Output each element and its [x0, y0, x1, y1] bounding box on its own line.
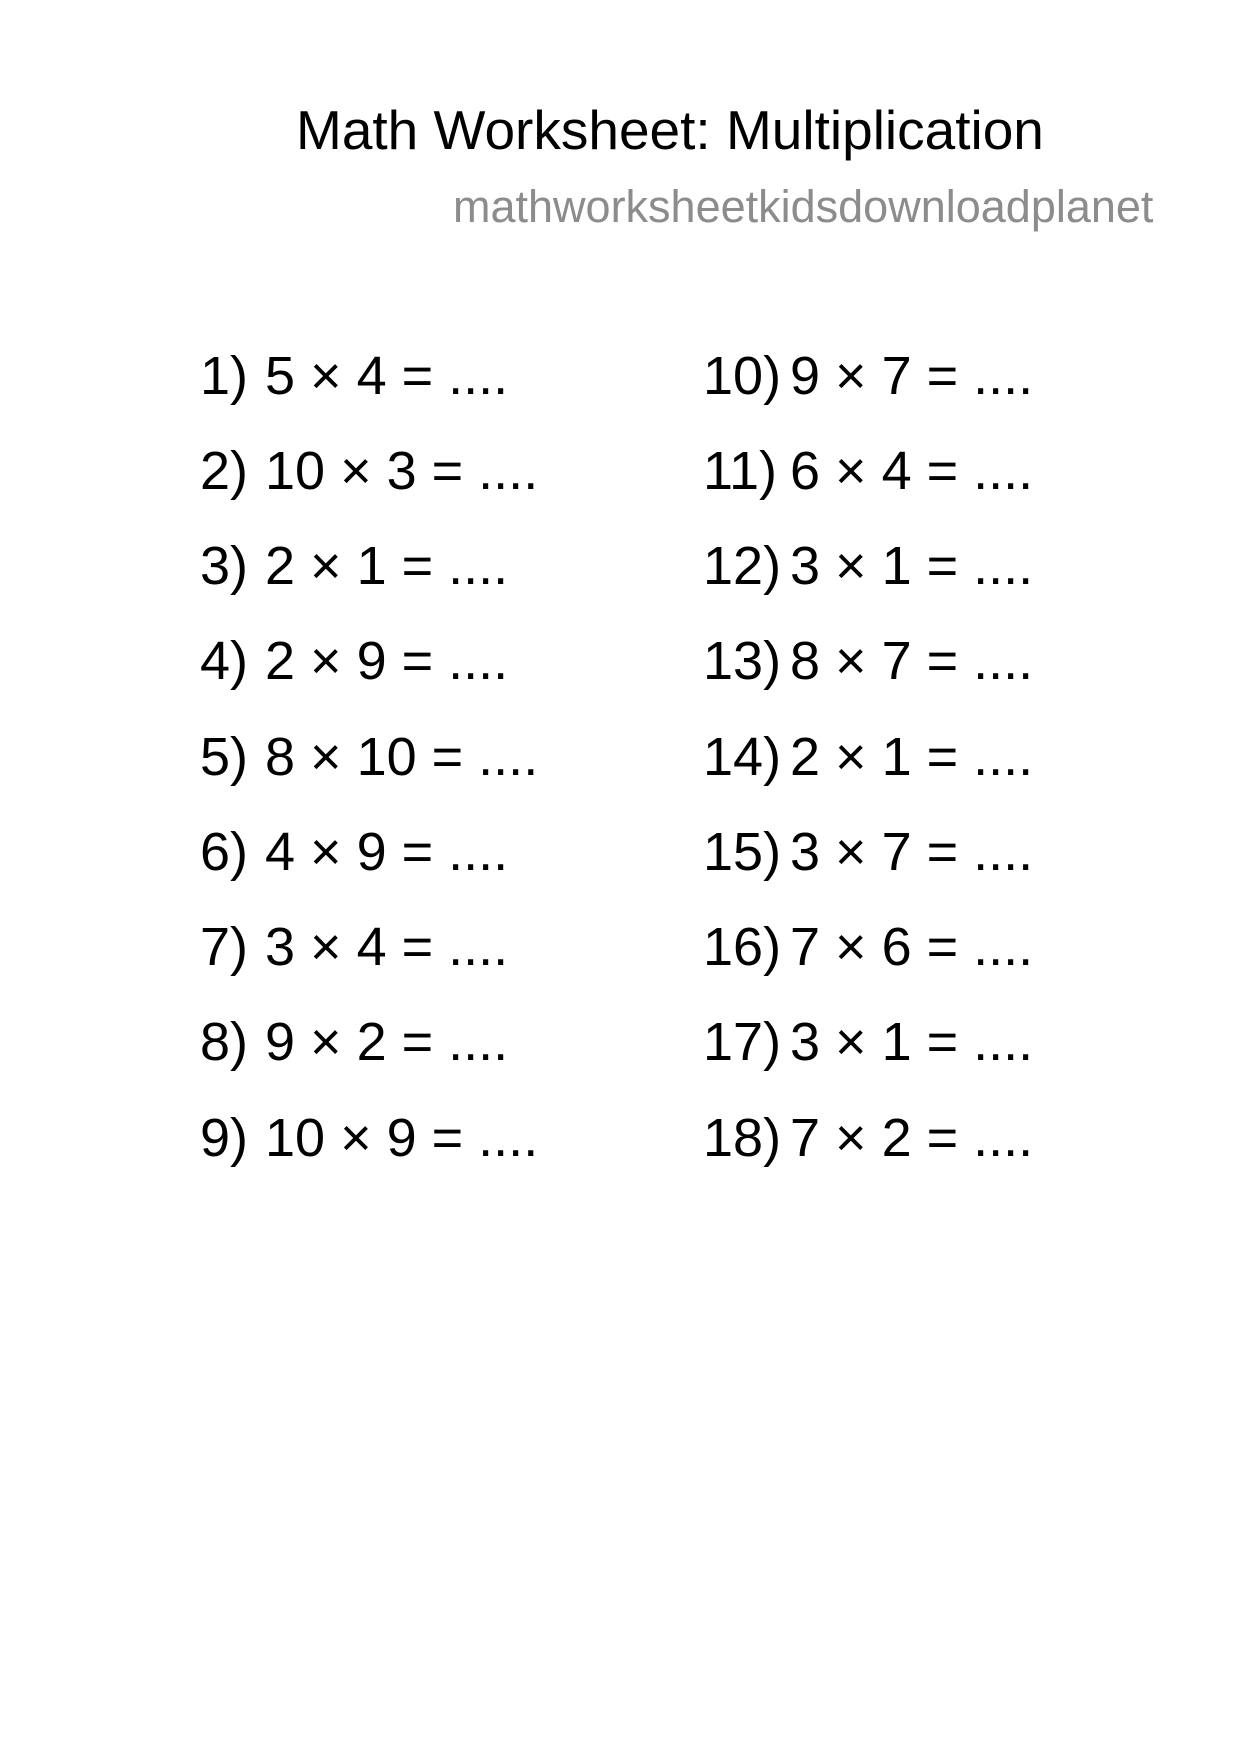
problem-item: [200, 519, 538, 614]
problem-item: [703, 519, 1033, 614]
problem-number: 3): [200, 536, 249, 597]
problem-expression: 6 × 4 = ....: [790, 440, 1034, 501]
problem-expression: 10 × 3 = ....: [265, 440, 539, 501]
problem-item: [703, 424, 1033, 519]
problem-number: 16): [703, 917, 782, 978]
problem-item: [200, 995, 538, 1090]
problem-number: 5): [200, 726, 249, 787]
problem-expression: 9 × 2 = ....: [265, 1012, 509, 1073]
problem-item: [200, 710, 538, 805]
problem-expression: 2 × 1 = ....: [265, 536, 509, 597]
problem-number: 10): [703, 345, 782, 406]
problem-item: [703, 329, 1033, 424]
problem-number: 4): [200, 631, 249, 692]
problem-item: [703, 995, 1033, 1090]
problem-item: [200, 614, 538, 709]
problem-item: [200, 805, 538, 900]
page-subtitle: mathworksheetkidsdownloadplanet: [453, 181, 1154, 232]
problem-number: 2): [200, 440, 249, 501]
page-title: Math Worksheet: Multiplication: [296, 99, 1044, 161]
problem-number: 13): [703, 631, 782, 692]
problem-expression: 7 × 6 = ....: [790, 917, 1034, 978]
problem-expression: 5 × 4 = ....: [265, 345, 509, 406]
problem-item: [200, 329, 538, 424]
problem-number: 9): [200, 1107, 249, 1168]
problem-item: [703, 614, 1033, 709]
problem-expression: 3 × 1 = ....: [790, 536, 1034, 597]
problem-expression: 8 × 7 = ....: [790, 631, 1034, 692]
problem-expression: 4 × 9 = ....: [265, 821, 509, 882]
problem-item: [200, 424, 538, 519]
problem-expression: 2 × 1 = ....: [790, 726, 1034, 787]
problem-item: [703, 900, 1033, 995]
problem-number: 8): [200, 1012, 249, 1073]
problem-item: [703, 1091, 1033, 1186]
problem-number: 17): [703, 1012, 782, 1073]
problem-number: 6): [200, 821, 249, 882]
problem-number: 7): [200, 917, 249, 978]
problem-number: 11): [703, 440, 778, 501]
problem-item: [703, 710, 1033, 805]
problem-item: [703, 805, 1033, 900]
problem-expression: 3 × 7 = ....: [790, 821, 1034, 882]
problem-number: 15): [703, 821, 782, 882]
problem-expression: 2 × 9 = ....: [265, 631, 509, 692]
problem-expression: 7 × 2 = ....: [790, 1107, 1034, 1168]
problem-item: [200, 1091, 538, 1186]
problems-column-right: [703, 329, 1033, 1186]
problem-number: 14): [703, 726, 782, 787]
problem-number: 12): [703, 536, 782, 597]
problem-item: [200, 900, 538, 995]
problem-expression: 3 × 1 = ....: [790, 1012, 1034, 1073]
problems-column-left: [200, 329, 538, 1186]
problem-expression: 8 × 10 = ....: [265, 726, 539, 787]
problem-expression: 9 × 7 = ....: [790, 345, 1034, 406]
problem-expression: 10 × 9 = ....: [265, 1107, 539, 1168]
problem-expression: 3 × 4 = ....: [265, 917, 509, 978]
problem-number: 18): [703, 1107, 782, 1168]
problem-number: 1): [200, 345, 249, 406]
